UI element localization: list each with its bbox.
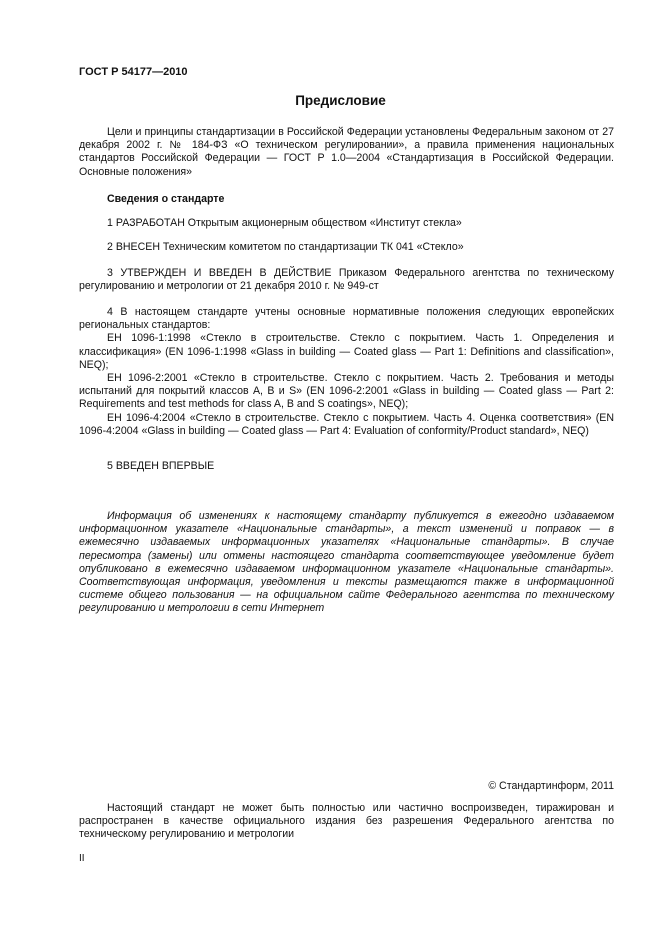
item-en-1096-1: ЕН 1096-1:1998 «Стекло в строительстве. Стекло с покрытием. Часть 1. Определения и классификация» (EN 1096-1:1998 «Glass in building — Coated glass — Part 1: Definitions and classification», NEQ); — [79, 332, 614, 371]
item-first-introduced: 5 ВВЕДЕН ВПЕРВЫЕ — [107, 460, 215, 472]
page-number: II — [79, 853, 85, 864]
rights-notice: Настоящий стандарт не может быть полностью или частично воспроизведен, тиражирован и распространен в качестве официального издания без разрешения Федерального агентства по техническому регулированию и метрологии — [79, 802, 614, 841]
intro-block — [79, 126, 614, 179]
info-notice: Информация об изменениях к настоящему стандарту публикуется в ежегодно издаваемом информационном указателе «Национальные стандарты», а текст изменений и поправок — в ежемесячно издаваемых информационных указателях «Национальные стандарты». В случае пересмотра (замены) или отмены настоящего стандарта соответствующее уведомление будет опубликовано в ежемесячно издаваемом информационном указателе «Национальные стандарты». Соответствующая информация, уведомления и тексты размещаются также в информационной системе общего пользования — на официальном сайте Федерального агентства по техническому регулированию и метрологии в сети Интернет — [79, 510, 614, 615]
regional-standards-block — [79, 306, 614, 438]
item-en-1096-2: ЕН 1096-2:2001 «Стекло в строительстве. Стекло с покрытием. Часть 2. Требования и методы испытаний для покрытий классов А, В и S» (EN 1096-2:2001 «Glass in building — Coated glass — Part 2: Requirements and test methods for class A, B and S coatings», NEQ); — [79, 372, 614, 411]
document-id: ГОСТ Р 54177—2010 — [79, 66, 188, 78]
item-introduced: 2 ВНЕСЕН Техническим комитетом по стандартизации ТК 041 «Стекло» — [107, 241, 464, 253]
item-developed: 1 РАЗРАБОТАН Открытым акционерным обществом «Институт стекла» — [107, 217, 462, 229]
item-approved: 3 УТВЕРЖДЕН И ВВЕДЕН В ДЕЙСТВИЕ Приказом Федерального агентства по техническому регулированию и метрологии от 21 декабря 2010 г. № 949-ст — [79, 267, 614, 293]
intro-paragraph: Цели и принципы стандартизации в Российской Федерации установлены Федеральным законом от 27 декабря 2002 г. № 184-ФЗ «О техническом регулировании», а правила применения национальных стандартов Российской Федерации — ГОСТ Р 1.0—2004 «Стандартизация в Российской Федерации. Основные положения» — [79, 126, 614, 178]
item-en-1096-4: ЕН 1096-4:2004 «Стекло в строительстве. Стекло с покрытием. Часть 4. Оценка соответствия» (EN 1096-4:2004 «Glass in building — Coated glass — Part 4: Evaluation of conformity/Product standard», NEQ) — [79, 411, 614, 437]
item-regional-intro: 4 В настоящем стандарте учтены основные нормативные положения следующих европейских региональных стандартов: — [79, 306, 614, 332]
page-title: Предисловие — [295, 93, 386, 108]
info-heading: Сведения о стандарте — [107, 193, 225, 205]
copyright: © Стандартинформ, 2011 — [488, 780, 614, 792]
